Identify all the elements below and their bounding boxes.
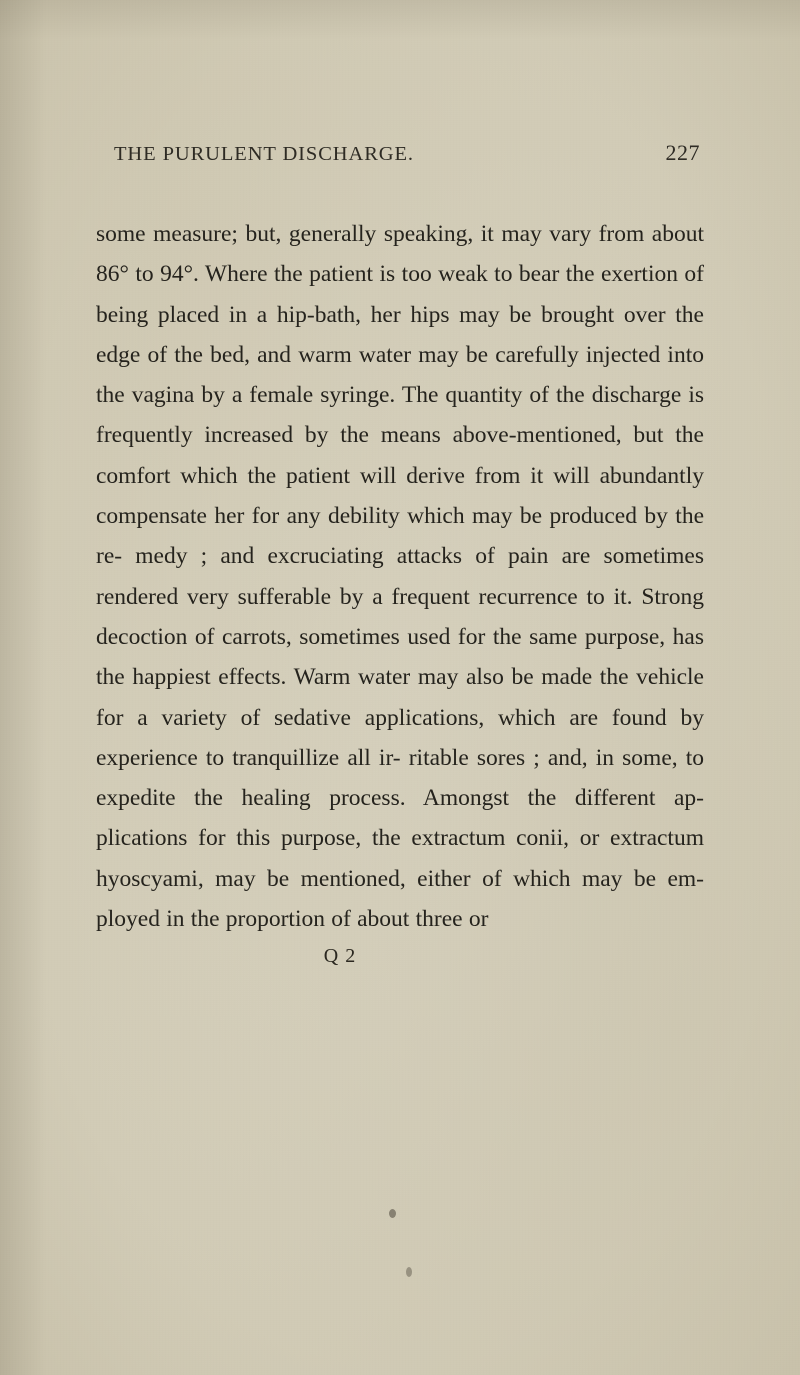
ink-speck [389,1209,396,1218]
running-head-title: THE PURULENT DISCHARGE. [114,143,414,165]
page-number: 227 [665,140,700,165]
ink-speck [406,1267,412,1277]
body-paragraph: some measure; but, generally speaking, it may vary from about 86° to 94°. Where the patient is too weak to bear the exertion of being placed in a hip-bath, her hips may be brought over the edge of the bed, and warm water may be carefully injected into the vagina by a female syringe. The quantity of the discharge is frequently increased by the means above-mentioned, but the comfort which the patient will derive from it will abundantly compensate her for any debility which may be produced by the re- medy ; and excruciating attacks of pain are sometimes rendered very sufferable by a frequent recurrence to it. Strong decoction of carrots, sometimes used for the same purpose, has the happiest effects. Warm water may also be made the vehicle for a variety of sedative applications, which are found by experience to tranquillize all ir- ritable sores ; and, in some, to expedite the healing process. Amongst the different ap- plications for this purpose, the extractum conii, or extractum hyoscyami, may be mentioned, either of which may be em- ployed in the proportion of about three or [96,221,704,933]
page-top-shadow [0,0,800,40]
page-left-shadow [0,0,46,1375]
signature-mark: Q 2 [323,945,357,968]
running-head [96,140,704,166]
body-text [96,214,704,939]
page-content [96,140,704,968]
